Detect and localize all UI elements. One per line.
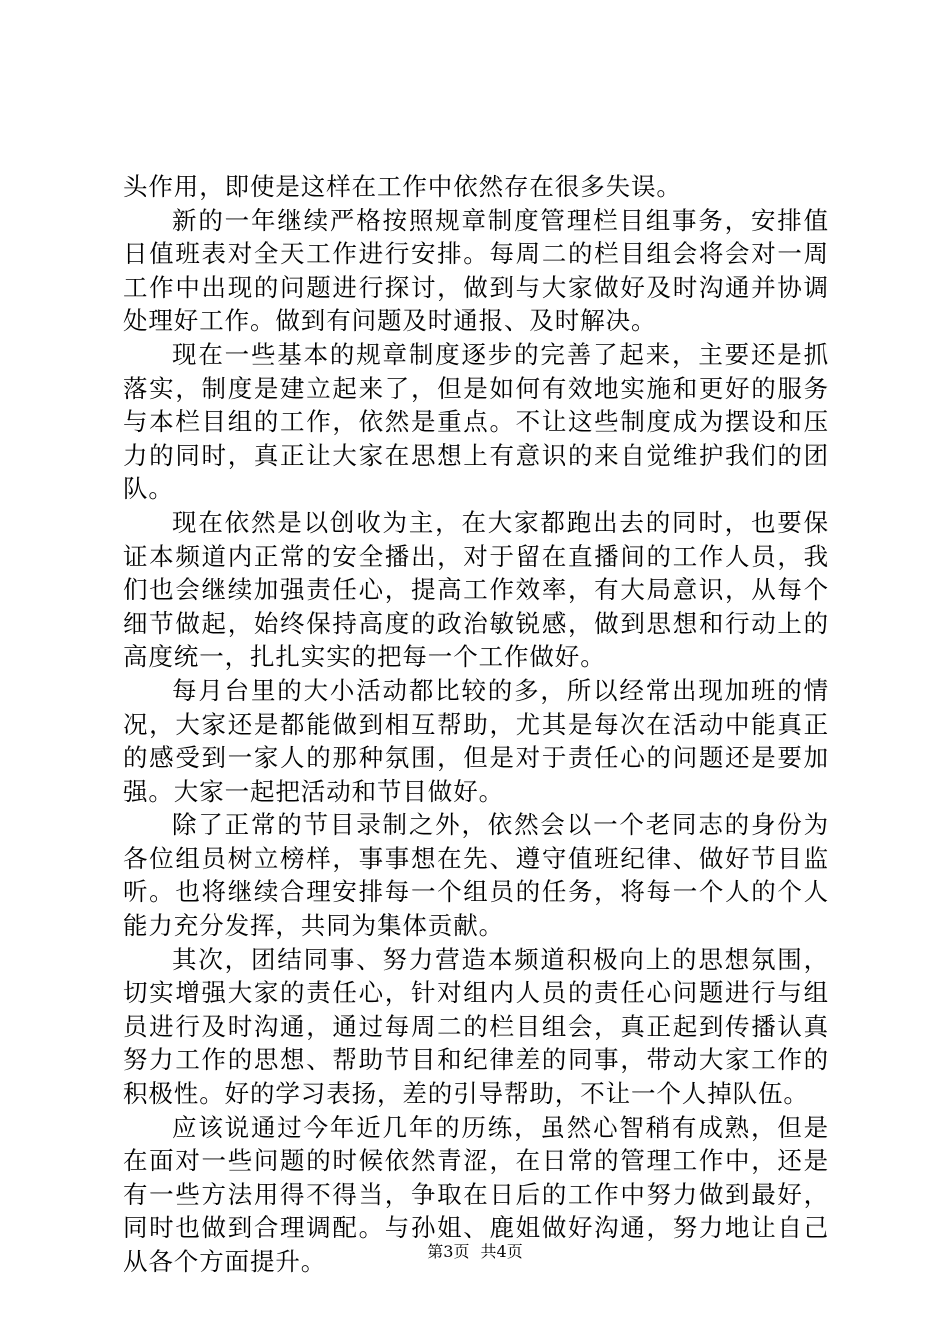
paragraph: 头作用，即使是这样在工作中依然存在很多失误。	[123, 172, 682, 201]
paragraph: 其次，团结同事、努力营造本频道积极向上的思想氛围，切实增强大家的责任心，针对组内人员的责任心问题进行与组员进行及时沟通，通过每周二的栏目组会，真正起到传播认真努力工作的思想、帮助节目和纪律差的同事，带动大家工作的积极性。好的学习表扬，差的引导帮助，不让一个人掉队伍。	[123, 944, 829, 1109]
paragraph: 现在一些基本的规章制度逐步的完善了起来，主要还是抓落实，制度是建立起来了，但是如何有效地实施和更好的服务与本栏目组的工作，依然是重点。不让这些制度成为摆设和压力的同时，真正让大家在思想上有意识的来自觉维护我们的团队。	[123, 339, 829, 504]
paragraph: 新的一年继续严格按照规章制度管理栏目组事务，安排值日值班表对全天工作进行安排。每周二的栏目组会将会对一周工作中出现的问题进行探讨，做到与大家做好及时沟通并协调处理好工作。做到有问题及时通报、及时解决。	[123, 205, 829, 336]
paragraph: 现在依然是以创收为主，在大家都跑出去的同时，也要保证本频道内正常的安全播出，对于留在直播间的工作人员，我们也会继续加强责任心，提高工作效率，有大局意识，从每个细节做起，始终保持高度的政治敏锐感，做到思想和行动上的高度统一，扎扎实实的把每一个工作做好。	[123, 507, 829, 672]
paragraph: 除了正常的节目录制之外，依然会以一个老同志的身份为各位组员树立榜样，事事想在先、遵守值班纪律、做好节目监听。也将继续合理安排每一个组员的任务，将每一个人的个人能力充分发挥，共同为集体贡献。	[123, 810, 829, 941]
page-number: 第3页	[427, 1242, 470, 1261]
paragraph: 应该说通过今年近几年的历练，虽然心智稍有成熟，但是在面对一些问题的时候依然青涩，在日常的管理工作中，还是有一些方法用得不得当，争取在日后的工作中努力做到最好，同时也做到合理调配。与孙姐、鹿姐做好沟通，努力地让自己从各个方面提升。	[123, 1112, 829, 1276]
body-text	[123, 170, 829, 1279]
paragraph: 每月台里的大小活动都比较的多，所以经常出现加班的情况，大家还是都能做到相互帮助，尤其是每次在活动中能真正的感受到一家人的那种氛围，但是对于责任心的问题还是要加强。大家一起把活动和节目做好。	[123, 675, 829, 806]
page-footer	[0, 1241, 950, 1263]
page-total: 共4页	[480, 1242, 523, 1261]
